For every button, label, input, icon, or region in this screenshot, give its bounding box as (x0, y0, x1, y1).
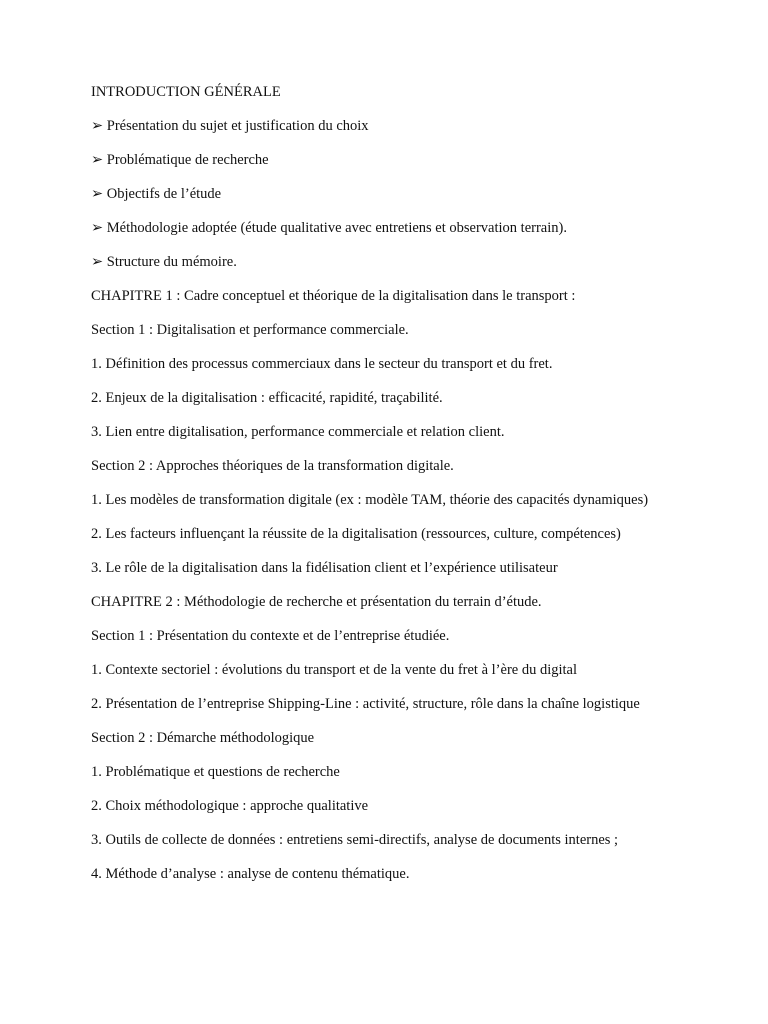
numbered-item: 1. Contexte sectoriel : évolutions du transport et de la vente du fret à l’ère du digital (91, 662, 578, 678)
chapter-heading: CHAPITRE 1 : Cadre conceptuel et théorique de la digitalisation dans le transport : (91, 288, 576, 304)
section-title: Section 2 : Approches théoriques de la transformation digitale. (91, 458, 454, 474)
numbered-item: 2. Présentation de l’entreprise Shipping-Line : activité, structure, rôle dans la chaîne logistique (91, 696, 640, 712)
bullet-item: ➢ Problématique de recherche (91, 152, 269, 168)
numbered-item: 2. Enjeux de la digitalisation : efficacité, rapidité, traçabilité. (91, 390, 443, 406)
numbered-item: 4. Méthode d’analyse : analyse de contenu thématique. (91, 866, 410, 882)
numbered-item: 3. Le rôle de la digitalisation dans la fidélisation client et l’expérience utilisateur (91, 560, 558, 576)
document-page (91, 84, 691, 900)
numbered-item: 1. Définition des processus commerciaux dans le secteur du transport et du fret. (91, 356, 553, 372)
chapter-heading: CHAPITRE 2 : Méthodologie de recherche et présentation du terrain d’étude. (91, 594, 542, 610)
bullet-item: ➢ Méthodologie adoptée (étude qualitative avec entretiens et observation terrain). (91, 220, 567, 236)
numbered-item: 2. Les facteurs influençant la réussite de la digitalisation (ressources, culture, compétences) (91, 526, 621, 542)
section-title: Section 2 : Démarche méthodologique (91, 730, 315, 746)
numbered-item: 3. Outils de collecte de données : entretiens semi-directifs, analyse de documents internes ; (91, 832, 619, 848)
bullet-item: ➢ Objectifs de l’étude (91, 186, 222, 202)
numbered-item: 1. Problématique et questions de recherche (91, 764, 340, 780)
bullet-item: ➢ Présentation du sujet et justification du choix (91, 118, 369, 134)
bullet-item: ➢ Structure du mémoire. (91, 254, 237, 270)
section-title: Section 1 : Digitalisation et performance commerciale. (91, 322, 409, 338)
numbered-item: 1. Les modèles de transformation digitale (ex : modèle TAM, théorie des capacités dynamiques) (91, 492, 649, 508)
section-heading: INTRODUCTION GÉNÉRALE (91, 84, 281, 100)
numbered-item: 3. Lien entre digitalisation, performance commerciale et relation client. (91, 424, 505, 440)
section-title: Section 1 : Présentation du contexte et de l’entreprise étudiée. (91, 628, 450, 644)
numbered-item: 2. Choix méthodologique : approche qualitative (91, 798, 369, 814)
